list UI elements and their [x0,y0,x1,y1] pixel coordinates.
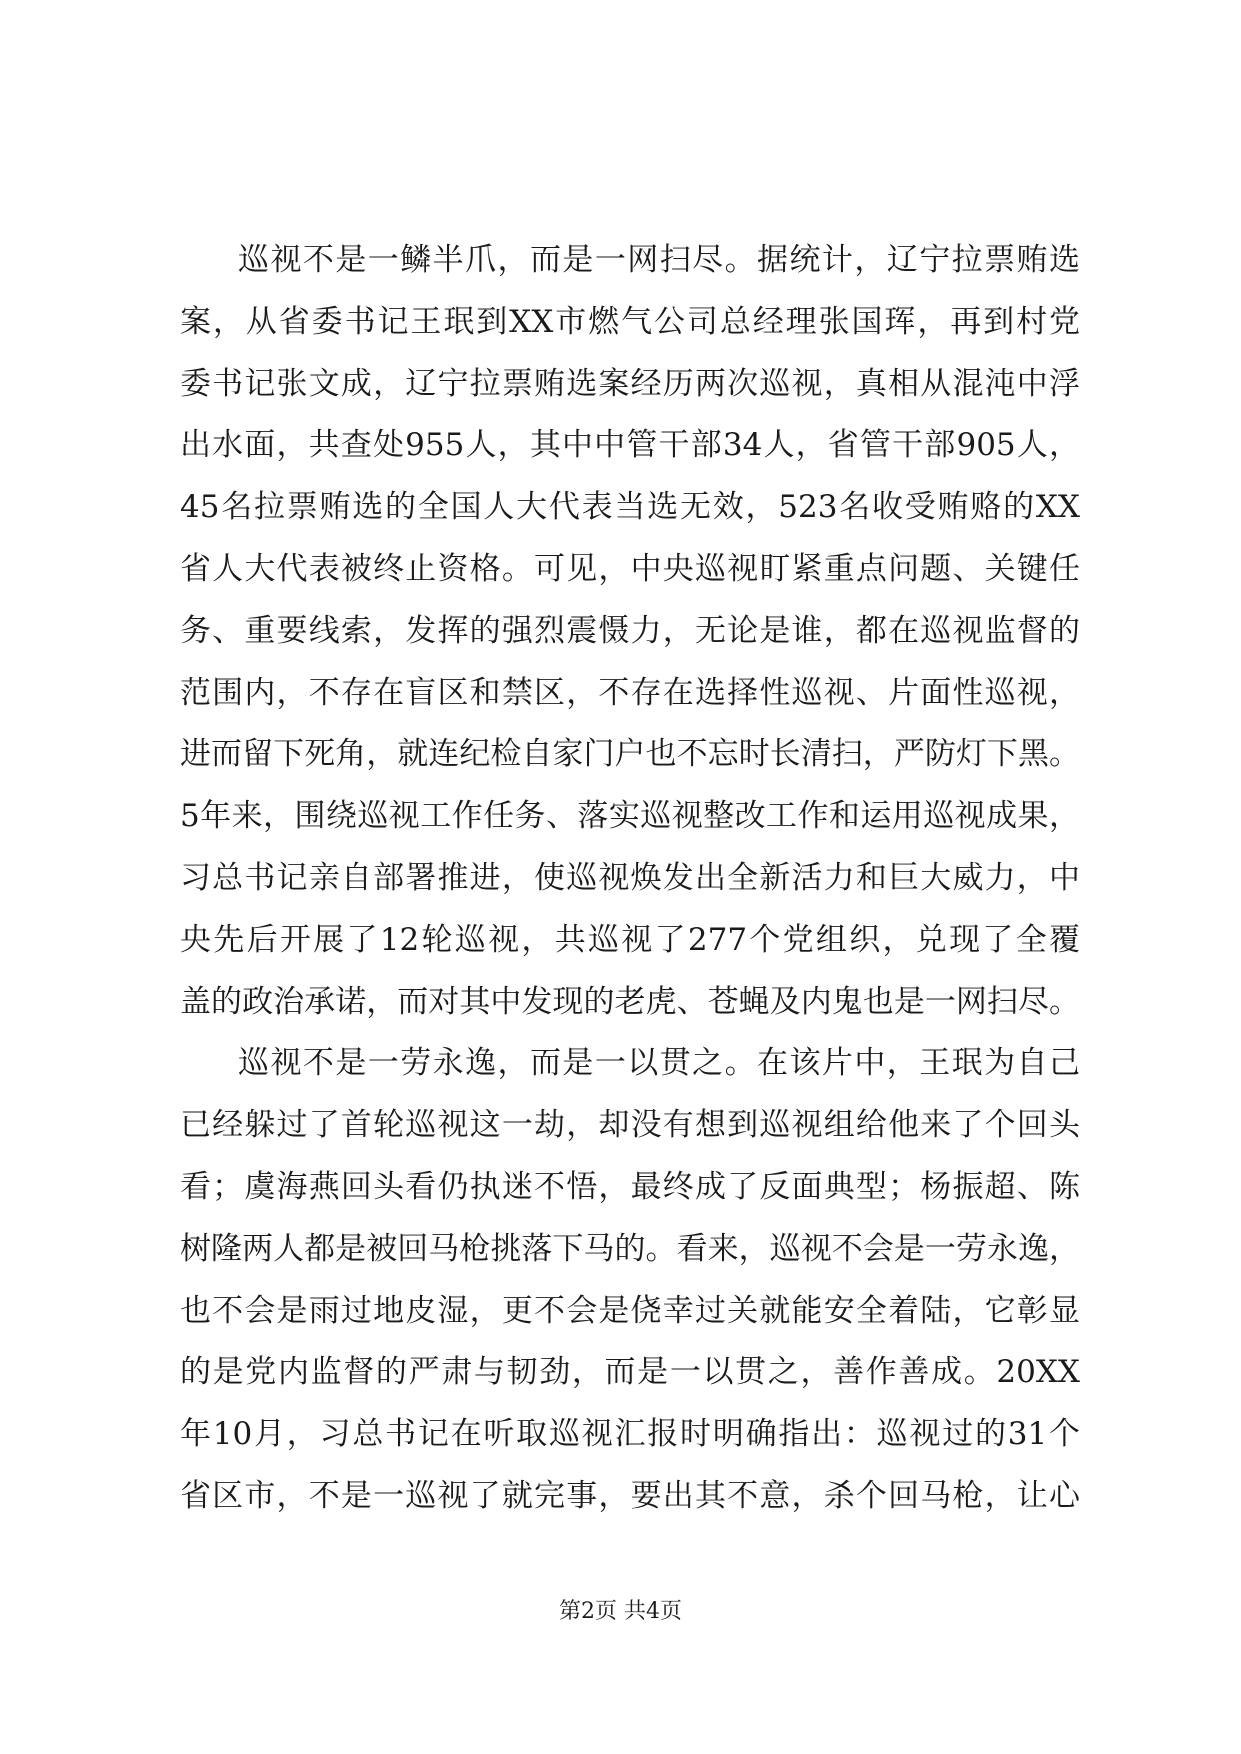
paragraph-1-line-12: 央先后开展了12轮巡视，共巡视了277个党组织，兑现了全覆 [180,921,1080,958]
paragraph-2-line-1: 巡视不是一劳永逸，而是一以贯之。在该片中，王珉为自己 [238,1045,1080,1082]
paragraph-1-line-9: 进而留下死角，就连纪检自家门户也不忘时长清扫，严防灯下黑。 [180,736,1080,773]
paragraph-1-line-1: 巡视不是一鳞半爪，而是一网扫尽。据统计，辽宁拉票贿选 [238,242,1080,278]
paragraph-1-line-4: 出水面，共查处955人，其中中管干部34人，省管干部905人， [180,427,1080,464]
paragraph-2-line-4: 树隆两人都是被回马枪挑落下马的。看来，巡视不会是一劳永逸， [180,1230,1080,1267]
paragraph-1-line-8: 范围内，不存在盲区和禁区，不存在选择性巡视、片面性巡视， [180,674,1080,711]
paragraph-1-line-6: 省人大代表被终止资格。可见，中央巡视盯紧重点问题、关键任 [180,550,1080,587]
paragraph-1-line-7: 务、重要线索，发挥的强烈震慑力，无论是谁，都在巡视监督的 [180,612,1080,649]
document-body [180,230,1080,1528]
paragraph-1-line-3: 委书记张文成，辽宁拉票贿选案经历两次巡视，真相从混沌中浮 [180,365,1080,402]
paragraph-1-line-11: 习总书记亲自部署推进，使巡视焕发出全新活力和巨大威力，中 [180,859,1080,896]
paragraph-1-line-10: 5年来，围绕巡视工作任务、落实巡视整改工作和运用巡视成果， [180,798,1080,835]
paragraph-2-line-5: 也不会是雨过地皮湿，更不会是侥幸过关就能安全着陆，它彰显 [180,1292,1080,1329]
paragraph-1-line-2: 案，从省委书记王珉到XX市燃气公司总经理张国珲，再到村党 [180,303,1080,340]
paragraph-1-line-13: 盖的政治承诺，而对其中发现的老虎、苍蝇及内鬼也是一网扫尽。 [180,983,1080,1020]
paragraph-2-line-6: 的是党内监督的严肃与韧劲，而是一以贯之，善作善成。20XX [180,1354,1080,1391]
page-number-footer: 第2页 共4页 [559,1599,682,1624]
paragraph-1-line-5: 45名拉票贿选的全国人大代表当选无效，523名收受贿赂的XX [180,489,1080,526]
paragraph-2-line-8: 省区市，不是一巡视了就完事，要出其不意，杀个回马枪，让心 [180,1477,1080,1514]
paragraph-2-line-3: 看；虞海燕回头看仍执迷不悟，最终成了反面典型；杨振超、陈 [180,1168,1080,1205]
paragraph-2-line-2: 已经躲过了首轮巡视这一劫，却没有想到巡视组给他来了个回头 [180,1107,1080,1144]
paragraph-2-line-7: 年10月，习总书记在听取巡视汇报时明确指出：巡视过的31个 [180,1416,1080,1453]
